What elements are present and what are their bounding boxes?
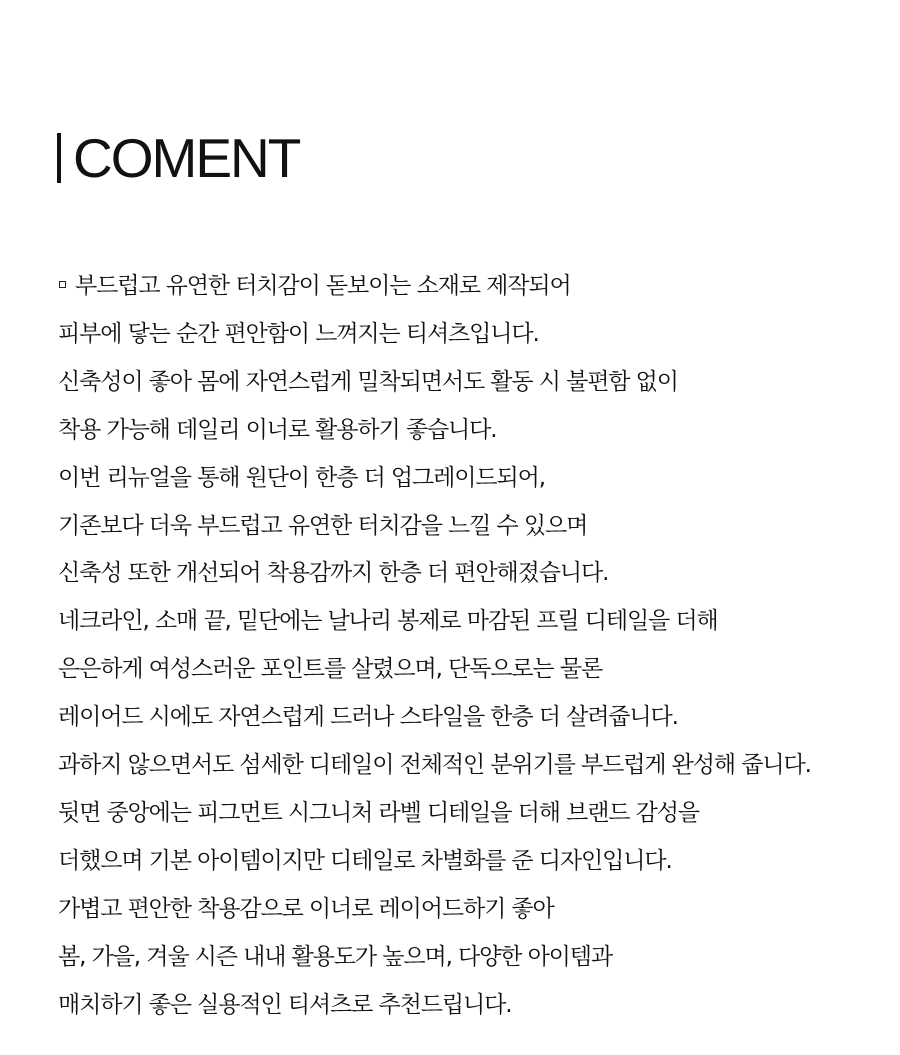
description-line: 은은하게 여성스러운 포인트를 살렸으며, 단독으로는 물론 — [58, 656, 603, 683]
description-line: 피부에 닿는 순간 편안함이 느껴지는 티셔츠입니다. — [58, 320, 539, 347]
description-line: 매치하기 좋은 실용적인 티셔츠로 추천드립니다. — [58, 991, 512, 1018]
section-heading — [57, 128, 299, 188]
small-square-icon — [59, 281, 66, 288]
description-line-text: 부드럽고 유연한 터치감이 돋보이는 소재로 제작되어 — [75, 273, 571, 299]
description-line: 뒷면 중앙에는 피그먼트 시그니처 라벨 디테일을 더해 브랜드 감성을 — [58, 799, 699, 826]
description-line: 신축성 또한 개선되어 착용감까지 한층 더 편안해졌습니다. — [58, 560, 609, 587]
description-line: 과하지 않으면서도 섬세한 디테일이 전체적인 분위기를 부드럽게 완성해 줍니다. — [58, 752, 811, 779]
heading-bar — [57, 133, 61, 183]
description-line: 기존보다 더욱 부드럽고 유연한 터치감을 느낄 수 있으며 — [58, 512, 588, 539]
product-description — [58, 263, 898, 1030]
description-line: 이번 리뉴얼을 통해 원단이 한층 더 업그레이드되어, — [58, 464, 545, 491]
description-line: 더했으며 기본 아이템이지만 디테일로 차별화를 준 디자인입니다. — [58, 847, 672, 874]
page-title: COMENT — [73, 127, 300, 189]
description-line: 네크라인, 소매 끝, 밑단에는 날나리 봉제로 마감된 프릴 디테일을 더해 — [58, 608, 718, 635]
description-line: 봄, 가을, 겨울 시즌 내내 활용도가 높으며, 다양한 아이템과 — [58, 943, 613, 970]
description-line: 가볍고 편안한 착용감으로 이너로 레이어드하기 좋아 — [58, 895, 554, 922]
description-line: 레이어드 시에도 자연스럽게 드러나 스타일을 한층 더 살려줍니다. — [58, 704, 678, 731]
description-line: 신축성이 좋아 몸에 자연스럽게 밀착되면서도 활동 시 불편함 없이 — [58, 368, 678, 395]
description-line — [58, 263, 898, 311]
description-line: 착용 가능해 데일리 이너로 활용하기 좋습니다. — [58, 416, 497, 443]
